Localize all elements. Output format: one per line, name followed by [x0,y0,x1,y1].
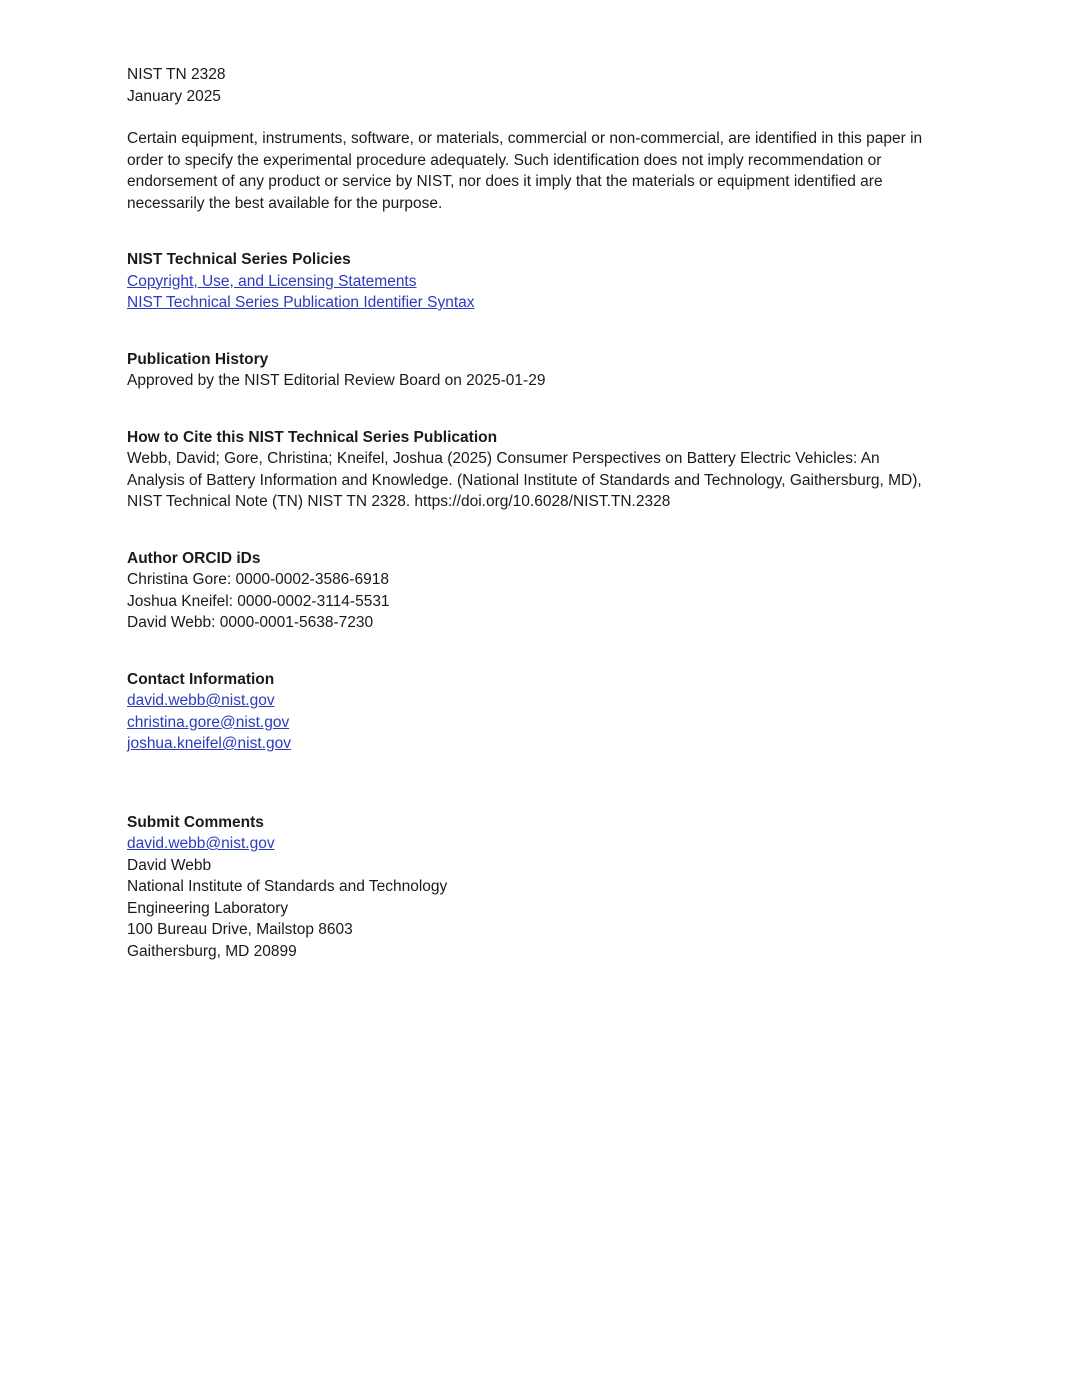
orcid-entry: Christina Gore: 0000-0002-3586-6918 [127,571,389,588]
contact-email-link[interactable]: christina.gore@nist.gov [127,713,290,731]
disclaimer-paragraph: Certain equipment, instruments, software, or materials, commercial or non-commercial, are identified in this paper in order to specify the experimental procedure adequately. Such identification does not imply recommendation or endorsement of any product or service by NIST, nor does it imply that the materials or equipment identified are necessarily the best available for the purpose. [127,130,923,212]
address-line: National Institute of Standards and Technology [127,878,448,895]
copyright-licensing-link[interactable]: Copyright, Use, and Licensing Statements [127,272,417,290]
history-heading: Publication History [127,350,269,368]
document-page [127,64,927,962]
address-line: Engineering Laboratory [127,899,289,917]
comments-email-link[interactable]: david.webb@nist.gov [127,835,275,852]
address-line: David Webb [127,856,212,874]
orcid-heading: Author ORCID iDs [127,549,261,567]
citation-text: Webb, David; Gore, Christina; Kneifel, Joshua (2025) Consumer Perspectives on Battery Electric Vehicles: An Analysis of Battery Information and Knowledge. (National Institute of Standards and Technology, Gaithersburg, MD), NIST Technical Note (TN) NIST TN 2328. https://doi.org/10.6028/NIST.TN.2328 [127,450,922,510]
address-line: Gaithersburg, MD 20899 [127,942,297,960]
report-number: NIST TN 2328 [127,66,226,83]
orcid-entry: David Webb: 0000-0001-5638-7230 [127,614,374,631]
contact-email-link[interactable]: joshua.kneifel@nist.gov [127,735,291,752]
comments-heading: Submit Comments [127,813,264,831]
contact-email-link[interactable]: david.webb@nist.gov [127,692,275,709]
publication-date: January 2025 [127,87,221,105]
citation-heading: How to Cite this NIST Technical Series Publication [127,428,498,446]
orcid-entry: Joshua Kneifel: 0000-0002-3114-5531 [127,592,390,610]
contact-heading: Contact Information [127,670,275,688]
address-line: 100 Bureau Drive, Mailstop 8603 [127,921,353,938]
history-text: Approved by the NIST Editorial Review Board on 2025-01-29 [127,372,546,389]
identifier-syntax-link[interactable]: NIST Technical Series Publication Identifier Syntax [127,294,475,311]
policies-heading: NIST Technical Series Policies [127,251,351,268]
